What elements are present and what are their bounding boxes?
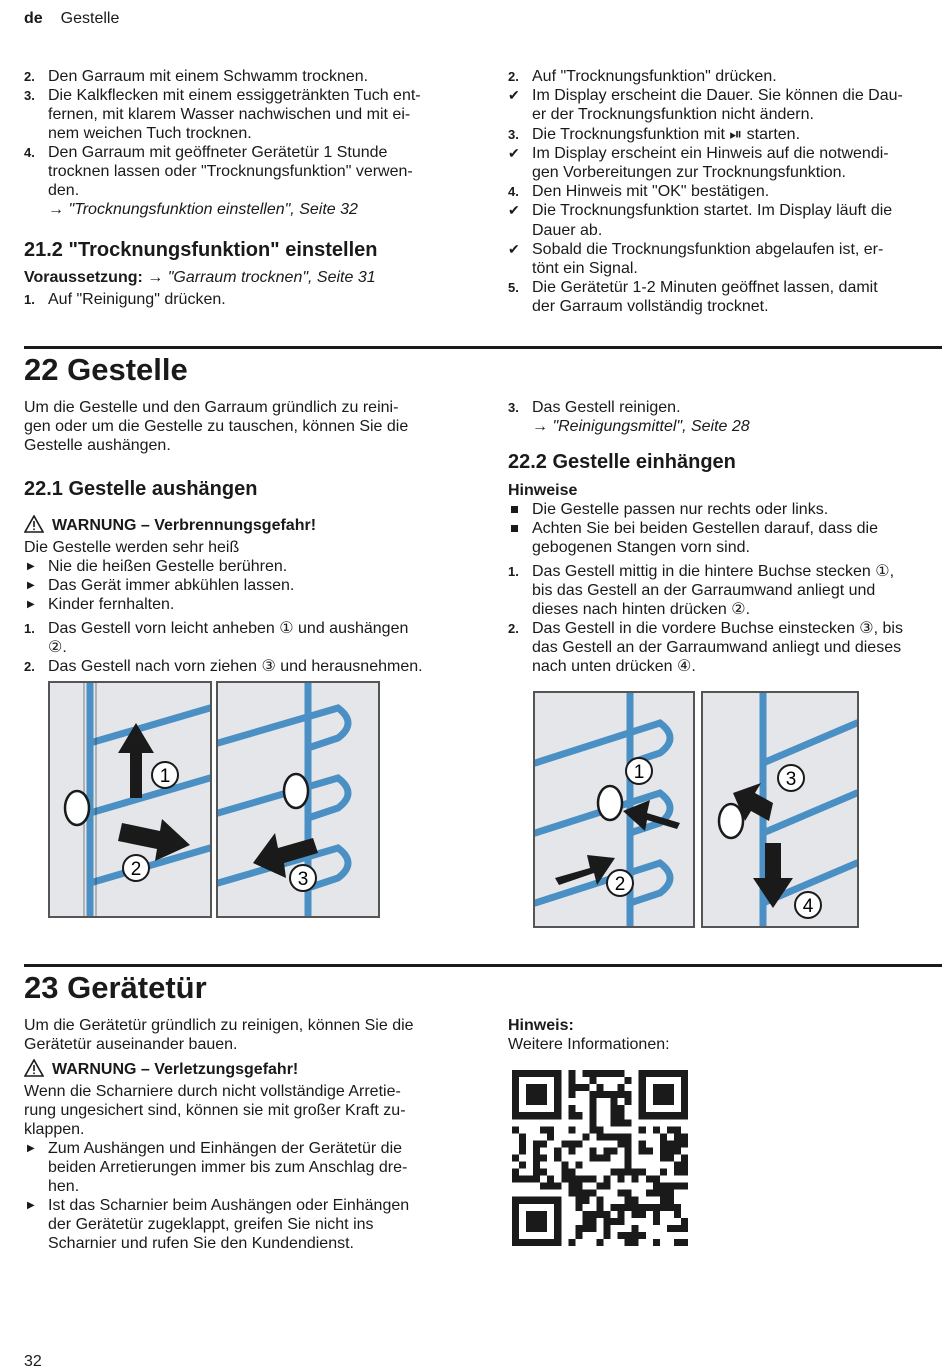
list-item: 3. Die Trocknungsfunktion mit ⏯ starten. [508, 125, 801, 143]
language-code: de [24, 10, 43, 27]
list-item: ▶ Kinder fernhalten. [27, 596, 175, 613]
callout-number: 2 [130, 859, 142, 880]
cross-reference-link[interactable]: → "Garraum trocknen", Seite 31 [147, 269, 376, 286]
section-heading-22: 22 Gestelle [24, 352, 188, 387]
cross-reference-link[interactable]: → "Reinigungsmittel", Seite 28 [532, 418, 750, 435]
list-item: ✔ Im Display erscheint ein Hinweis auf die notwendi- gen Vorbereitungen zur Trocknungsfunktion. [508, 144, 889, 182]
warning-title: WARNUNG – Verbrennungsgefahr! [24, 515, 464, 538]
warning-text: Die Gestelle werden sehr heiß [24, 539, 240, 556]
list-item: ✔ Die Trocknungsfunktion startet. Im Display läuft die Dauer ab. [508, 202, 893, 239]
list-item: 2. Das Gestell in die vordere Buchse einstecken ③, bis das Gestell an der Garraumwand anliegt und dieses nach unten drücken ④. [508, 620, 903, 675]
list-item: ▶ Zum Aushängen und Einhängen der Gerätetür die beiden Arretierungen immer bis zum Anschlag dre- hen. [27, 1140, 408, 1195]
page-number: 32 [24, 1353, 42, 1370]
notes-heading: Hinweise [508, 482, 578, 499]
list-item: ✔ Im Display erscheint die Dauer. Sie können die Dau- er der Trocknungsfunktion nicht ändern. [508, 87, 903, 124]
list-item: 3. Das Gestell reinigen. [508, 399, 681, 416]
list-item: ▶ Das Gerät immer abkühlen lassen. [27, 577, 295, 594]
callout-number: 3 [785, 769, 797, 790]
section-heading-23: 23 Gerätetür [24, 970, 207, 1005]
callout-number: 3 [297, 869, 309, 890]
qr-code[interactable] [512, 1070, 688, 1246]
warning-title: WARNUNG – Verletzungsgefahr! [24, 1059, 464, 1082]
callout-number: 1 [159, 766, 171, 787]
section-intro: Um die Gestelle und den Garraum gründlich zu reini- gen oder um die Gestelle zu tauschen, können Sie die Gestelle aushängen. [24, 399, 409, 454]
list-item: 2. Den Garraum mit einem Schwamm trocknen. [24, 68, 369, 85]
section-intro: Um die Gerätetür gründlich zu reinigen, können Sie die Gerätetür auseinander bauen. [24, 1017, 414, 1053]
section-22-left [24, 398, 464, 676]
list-item: Die Gestelle passen nur rechts oder links. [508, 500, 944, 519]
list-item: 1. Das Gestell vorn leicht anheben ① und aushängen ②. [24, 620, 409, 656]
list-item: 4. Den Garraum mit geöffneter Gerätetür 1 Stunde trocknen lassen oder "Trocknungsfunktion" verwen- den. [24, 144, 413, 199]
list-item: 4. Den Hinweis mit "OK" bestätigen. [508, 183, 770, 201]
section-divider [24, 346, 942, 349]
list-item: 1. Das Gestell mittig in die hintere Buchse stecken ①, bis das Gestell an der Garraumwand anliegt und dieses nach hinten drücken ②. [508, 563, 895, 618]
callout-number: 2 [614, 874, 626, 895]
section-23-right [508, 1016, 948, 1054]
list-item: 2. Auf "Trocknungsfunktion" drücken. [508, 68, 777, 85]
list-item: ✔ Sobald die Trocknungsfunktion abgelaufen ist, er- tönt ein Signal. [508, 240, 884, 278]
page-header [24, 9, 119, 28]
note-label: Hinweis: [508, 1017, 574, 1034]
warning-text: Wenn die Scharniere durch nicht vollständige Arretie- rung ungesichert sind, können sie mit großer Kraft zu- klappen. [24, 1083, 406, 1138]
warning-triangle-icon [24, 515, 44, 538]
list-item: 3. Die Kalkflecken mit einem essiggetränkten Tuch ent- fernen, mit klarem Wasser nachwischen und mit ei- nem weichen Tuch trocknen. [24, 87, 421, 142]
subsection-heading-22-1: 22.1 Gestelle aushängen [24, 478, 258, 500]
list-item: Achten Sie bei beiden Gestellen darauf, dass die gebogenen Stangen vorn sind. [508, 519, 944, 557]
header-title: Gestelle [60, 10, 120, 27]
section-divider [24, 964, 942, 967]
top-right-steps [508, 67, 948, 317]
section-23-left [24, 1016, 464, 1253]
list-item: 2. Das Gestell nach vorn ziehen ③ und herausnehmen. [24, 658, 423, 675]
figure-rack-pull [216, 681, 380, 918]
figure-rack-lift [48, 681, 212, 918]
warning-triangle-icon [24, 1059, 44, 1082]
cross-reference-link[interactable]: → "Trocknungsfunktion einstellen", Seite 32 [48, 201, 358, 218]
callout-number: 1 [633, 762, 645, 783]
callout-number: 4 [802, 896, 814, 917]
list-item: ▶ Ist das Scharnier beim Aushängen oder Einhängen der Gerätetür zugeklappt, greifen Sie nicht ins Scharnier und rufen Sie den Kundendienst. [27, 1197, 410, 1252]
note-text: Weitere Informationen: [508, 1036, 670, 1053]
list-item: 1. Auf "Reinigung" drücken. [24, 291, 226, 308]
list-item: ▶ Nie die heißen Gestelle berühren. [27, 558, 288, 575]
figure-rack-insert-front [701, 691, 859, 928]
subsection-heading-22-2: 22.2 Gestelle einhängen [508, 451, 736, 473]
section-heading-21-2: 21.2 "Trocknungsfunktion" einstellen [24, 239, 378, 261]
top-left-steps [24, 67, 464, 309]
section-22-right [508, 398, 944, 676]
figure-rack-insert-rear [533, 691, 695, 928]
prerequisite: Voraussetzung: → "Garraum trocknen", Seite 31 [24, 269, 376, 286]
list-item: 5. Die Gerätetür 1-2 Minuten geöffnet lassen, damit der Garraum vollständig trocknet. [508, 279, 878, 316]
